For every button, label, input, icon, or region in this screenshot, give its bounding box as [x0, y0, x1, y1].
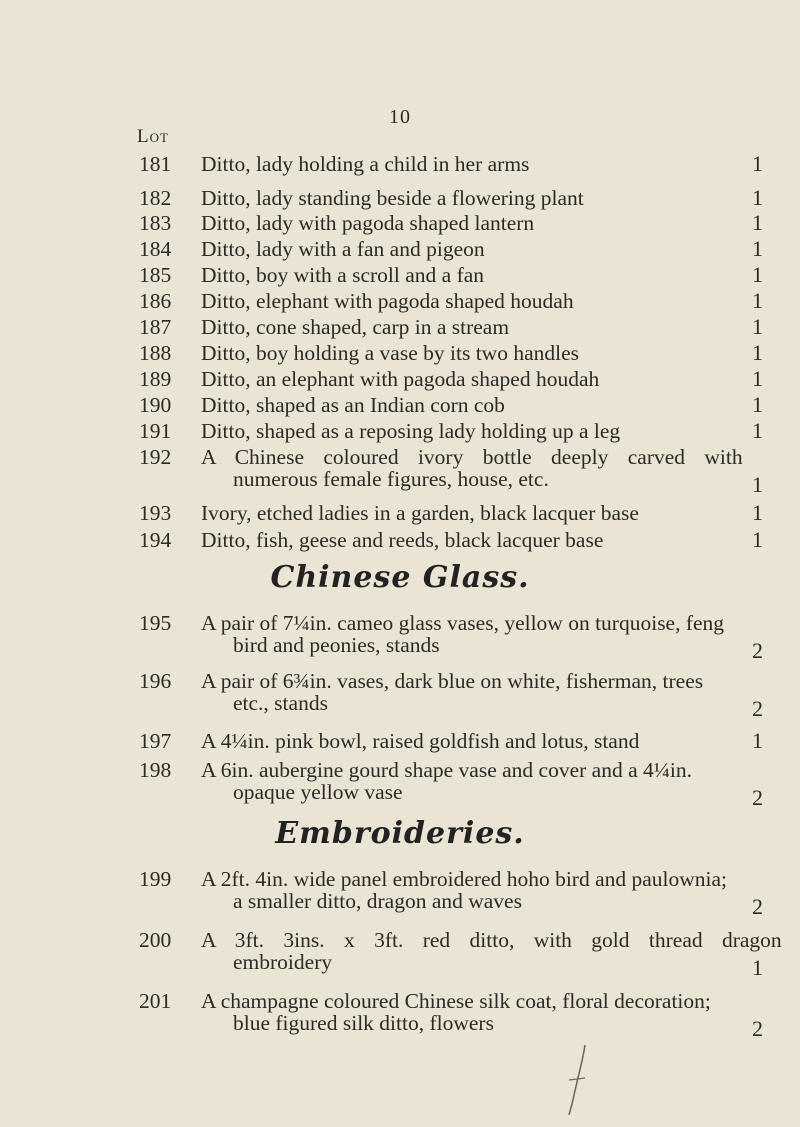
lot-quantity: 1	[752, 527, 763, 552]
lot-number: 200	[139, 928, 172, 952]
lot-quantity: 2	[752, 785, 763, 810]
lot-description: Ditto, boy holding a vase by its two handles	[201, 341, 580, 365]
lot-quantity: 1	[752, 418, 763, 443]
lot-description: Ditto, an elephant with pagoda shaped houdah	[201, 367, 600, 391]
lot-number: 189	[139, 367, 172, 391]
lot-description: A 6in. aubergine gourd shape vase and cover and a 4¼in. opaque yellow vase	[201, 758, 692, 804]
lot-column-header: Lot	[137, 126, 169, 147]
lot-quantity: 1	[752, 314, 763, 339]
lot-quantity: 1	[752, 236, 763, 261]
lot-description: Ditto, shaped as an Indian corn cob	[201, 393, 505, 417]
pencil-mark-icon	[555, 1040, 605, 1120]
lot-number: 186	[139, 289, 172, 313]
lot-number: 198	[139, 758, 172, 782]
lot-number: 190	[139, 393, 172, 417]
lot-number: 181	[139, 152, 172, 176]
lot-number: 194	[139, 528, 172, 552]
lot-quantity: 1	[752, 392, 763, 417]
page-number: 10	[389, 106, 411, 128]
lot-number: 182	[139, 186, 172, 210]
lot-description: Ditto, fish, geese and reeds, black lacquer base	[201, 528, 604, 552]
lot-description: Ditto, lady with pagoda shaped lantern	[201, 211, 535, 235]
lot-number: 187	[139, 315, 172, 339]
section-heading: Chinese Glass.	[270, 560, 530, 595]
lot-number: 184	[139, 237, 172, 261]
lot-description: Ditto, lady with a fan and pigeon	[201, 237, 485, 261]
lot-description: Ivory, etched ladies in a garden, black lacquer base	[201, 501, 639, 525]
lot-quantity: 1	[752, 728, 763, 753]
lot-description: A 4¼in. pink bowl, raised goldfish and lotus, stand	[201, 729, 640, 753]
lot-number: 191	[139, 419, 172, 443]
lot-quantity: 1	[752, 288, 763, 313]
lot-quantity: 1	[752, 500, 763, 525]
lot-description: Ditto, shaped as a reposing lady holding up a leg	[201, 419, 621, 443]
section-heading: Embroideries.	[275, 816, 525, 851]
lot-description: A 3ft. 3ins. x 3ft. red ditto, with gold thread dragon embroidery	[201, 928, 782, 974]
lot-description: Ditto, lady standing beside a flowering plant	[201, 186, 584, 210]
lot-description: A pair of 7¼in. cameo glass vases, yellow on turquoise, feng bird and peonies, stands	[201, 611, 725, 657]
lot-number: 201	[139, 989, 172, 1013]
lot-quantity: 1	[752, 340, 763, 365]
lot-number: 188	[139, 341, 172, 365]
lot-quantity: 1	[752, 151, 763, 176]
lot-quantity: 1	[752, 262, 763, 287]
lot-quantity: 1	[752, 185, 763, 210]
lot-number: 196	[139, 669, 172, 693]
lot-description: A champagne coloured Chinese silk coat, floral decoration; blue figured silk ditto, flowers	[201, 989, 711, 1035]
lot-description: Ditto, boy with a scroll and a fan	[201, 263, 485, 287]
lot-quantity: 2	[752, 894, 763, 919]
lot-description: Ditto, lady holding a child in her arms	[201, 152, 530, 176]
lot-number: 192	[139, 445, 172, 469]
lot-description: A 2ft. 4in. wide panel embroidered hoho bird and paulownia; a smaller ditto, dragon and waves	[201, 867, 728, 913]
lot-number: 185	[139, 263, 172, 287]
lot-quantity: 1	[752, 472, 763, 497]
lot-number: 183	[139, 211, 172, 235]
lot-quantity: 2	[752, 696, 763, 721]
lot-number: 197	[139, 729, 172, 753]
lot-number: 195	[139, 611, 172, 635]
lot-description: A Chinese coloured ivory bottle deeply carved with numerous female figures, house, etc.	[201, 445, 743, 491]
lot-quantity: 1	[752, 955, 763, 980]
lot-description: A pair of 6¾in. vases, dark blue on white, fisherman, trees etc., stands	[201, 669, 704, 715]
lot-quantity: 2	[752, 638, 763, 663]
lot-quantity: 1	[752, 366, 763, 391]
lot-description: Ditto, cone shaped, carp in a stream	[201, 315, 510, 339]
lot-number: 193	[139, 501, 172, 525]
lot-quantity: 1	[752, 210, 763, 235]
lot-number: 199	[139, 867, 172, 891]
lot-quantity: 2	[752, 1016, 763, 1041]
lot-description: Ditto, elephant with pagoda shaped houdah	[201, 289, 574, 313]
